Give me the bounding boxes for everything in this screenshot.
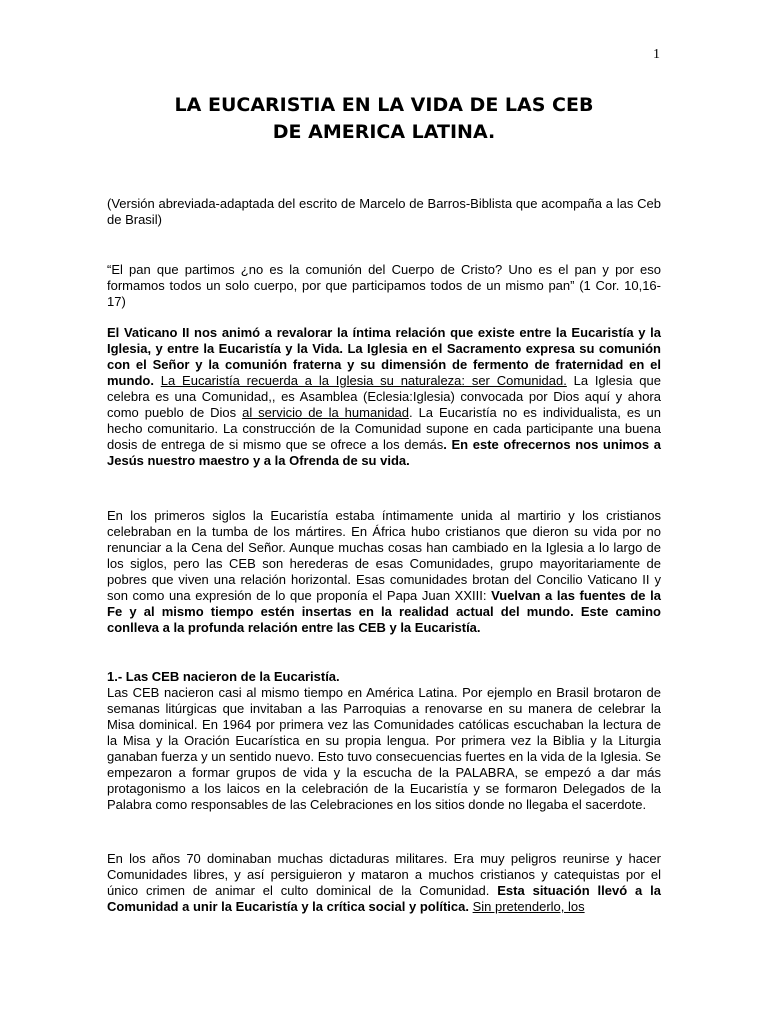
- paragraph-anos-70: [107, 851, 661, 915]
- paragraph-segment: En los años 70 dominaban muchas dictaduras militares. Era muy peligros reunirse y hacer Comunidades libres, y así persiguieron y mataron a muchos cristianos y catequistas por el único crimen de animar el culto dominical de la Comunidad.: [107, 851, 661, 898]
- document-title: [0, 92, 768, 146]
- paragraph-text: [107, 508, 661, 636]
- paragraph-vaticano: [107, 325, 661, 469]
- page-number: 1: [653, 47, 660, 62]
- paragraph-segment: . La Eucaristía no es individualista, es un hecho comunitario. La construcción de la Comunidad supone en cada participante una buena dosis de entrega de si mismo que se ofrece a los demás: [107, 405, 661, 452]
- underlined-phrase: Sin pretenderlo, los: [472, 899, 585, 914]
- paragraph-primeros-siglos: [107, 508, 661, 636]
- version-note: (Versión abreviada-adaptada del escrito de Marcelo de Barros-Biblista que acompaña a las Ceb de Brasil): [107, 196, 661, 227]
- bold-intro: El Vaticano II nos animó a revalorar la íntima relación que existe entre la Eucaristía y la Iglesia, y entre la Eucaristía y la Vida. La Iglesia en el Sacramento expresa su comunión con el Señor y la comunión fraterna y su dimensión de fermento de fraternidad en el mundo.: [107, 325, 661, 388]
- section-heading: 1.- Las CEB nacieron de la Eucaristía.: [107, 669, 340, 684]
- title-line-2: DE AMERICA LATINA.: [272, 121, 496, 143]
- underlined-phrase: al servicio de la humanidad: [242, 405, 410, 420]
- section-text: Las CEB nacieron casi al mismo tiempo en América Latina. Por ejemplo en Brasil brotaron de semanas litúrgicas que invitaban a las Parroquias a renovarse en su manera de celebrar la Misa dominical. En 1964 por primera vez las Comunidades católicas escuchaban la lectura de la Misa y la Oración Eucarística en su propia lengua. Por primera vez la Biblia y la Liturgia ganaban fuerza y un sentido nuevo. Esto tuvo consecuencias fuertes en la vida de la Iglesia. Se empezaron a formar grupos de vida y la escucha de la PALABRA, se empezó a dar más protagonismo a los laicos en la celebración de la Eucaristía y se formaron Delegados de la Palabra como responsables de las Celebraciones en los sitios donde no llegaba el sacerdote.: [107, 685, 661, 812]
- version-note-block: [107, 196, 661, 228]
- paragraph-text: [107, 325, 661, 469]
- bold-conclusion: Vuelvan a las fuentes de la Fe y al mismo tiempo estén insertas en la realidad actual del mundo. Este camino conlleva a la profunda relación entre las CEB y la Eucaristía.: [107, 588, 661, 635]
- bold-conclusion: . En este ofrecernos nos unimos a Jesús nuestro maestro y a la Ofrenda de su vida.: [107, 437, 662, 468]
- paragraph-segment: La Iglesia que celebra es una Comunidad,, es Asamblea (Eclesia:Iglesia) convocada por Dios aquí y ahora como pueblo de Dios: [107, 373, 661, 420]
- epigraph-quote: “El pan que partimos ¿no es la comunión del Cuerpo de Cristo? Uno es el pan y por eso formamos todos un solo cuerpo, por que participamos todos de un mismo pan” (1 Cor. 10,16-17): [107, 262, 661, 309]
- title-line-1: LA EUCARISTIA EN LA VIDA DE LAS CEB: [174, 94, 594, 116]
- epigraph-quote-block: [107, 262, 661, 310]
- section-1: [107, 669, 661, 813]
- bold-phrase: Esta situación llevó a la Comunidad a unir la Eucaristía y la crítica social y política.: [107, 883, 661, 914]
- paragraph-text: [107, 851, 661, 915]
- underlined-phrase: La Eucaristía recuerda a la Iglesia su naturaleza: ser Comunidad.: [160, 373, 567, 388]
- paragraph-segment: En los primeros siglos la Eucaristía estaba íntimamente unida al martirio y los cristianos celebraban en la tumba de los mártires. En África hubo cristianos que dieron su vida por no renunciar a la Cena del Señor. Aunque muchas cosas han cambiado en la Iglesia a lo largo de los siglos, pero las CEB son herederas de esas Comunidades, grupo mayoritariamente de pobres que viven una relación horizontal. Esas comunidades brotan del Concilio Vaticano II y son como una expresión de lo que proponía el Papa Juan XXIII:: [107, 508, 661, 603]
